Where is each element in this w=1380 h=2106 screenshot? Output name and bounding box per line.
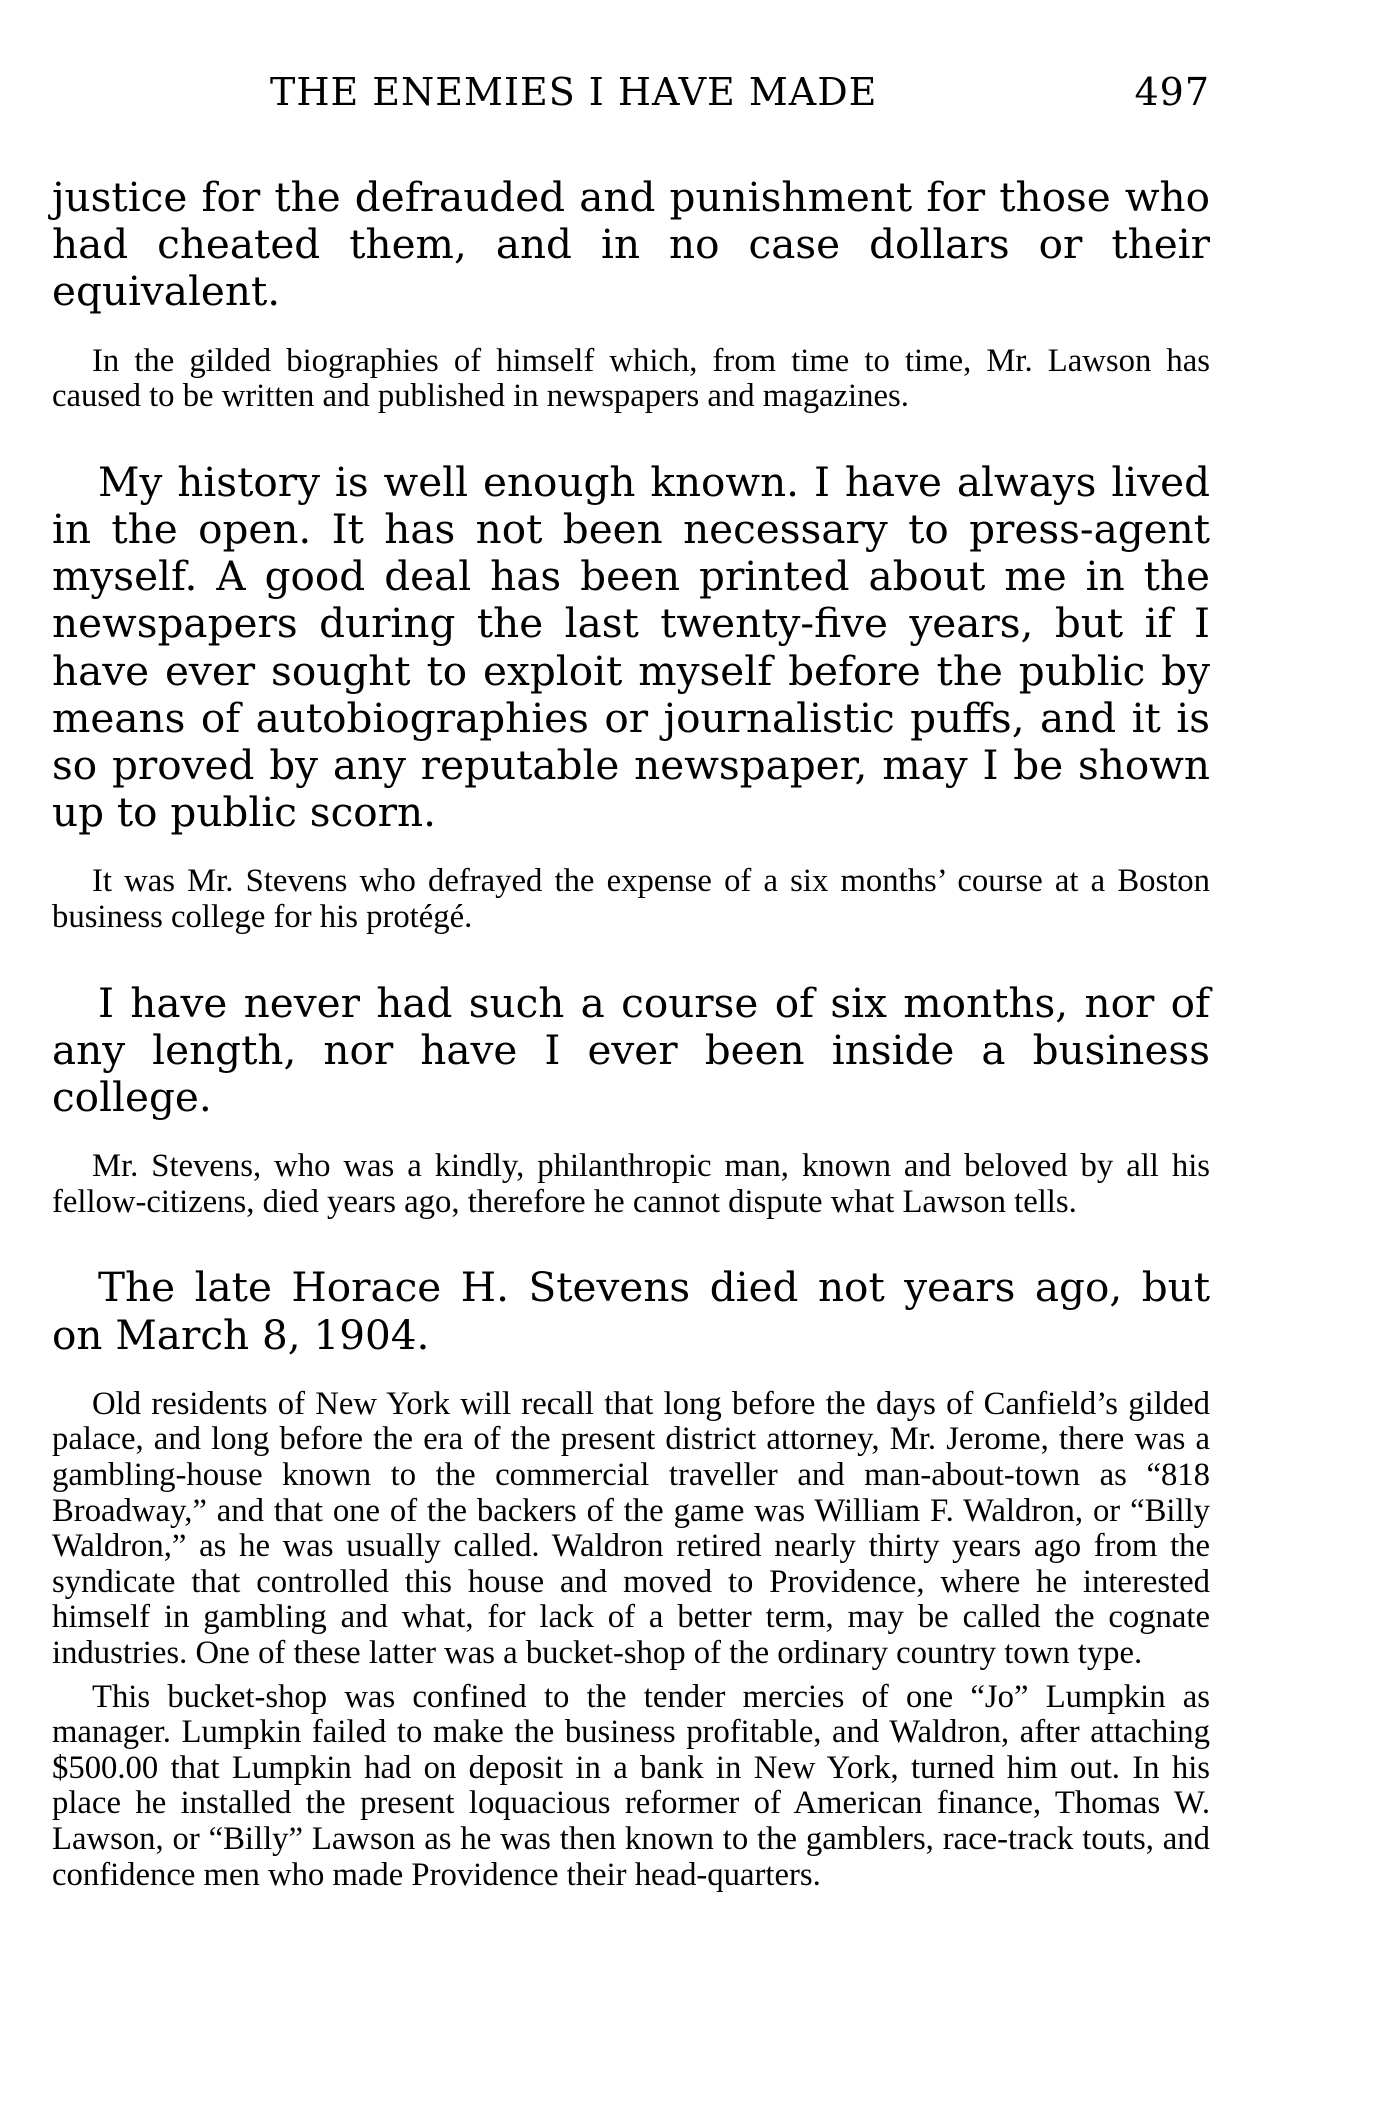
author-reply-stevens-death: The late Horace H. Stevens died not years ago, but on March 8, 1904. — [52, 1263, 1210, 1359]
quoted-passage-bucket-shop: This bucket-shop was confined to the tender mercies of one “Jo” Lumpkin as manager. Lumpkin failed to make the business profitable, and Waldron, after attaching $500.00 that Lumpkin had on deposit in a bank in New York, turned him out. In his place he installed the present loquacious reformer of American finance, Thomas W. Lawson, or “Billy” Lawson as he was then known to the gamblers, race-track touts, and confidence men who made Providence their head-quarters. — [52, 1678, 1210, 1893]
page-body — [52, 174, 1210, 1893]
page-number: 497 — [1134, 70, 1210, 114]
quoted-passage-gilded-biographies: In the gilded biographies of himself which, from time to time, Mr. Lawson has caused to be written and published in newspapers and magazines. — [52, 342, 1210, 415]
running-header — [52, 70, 1210, 130]
quoted-passage-mr-stevens: Mr. Stevens, who was a kindly, philanthropic man, known and beloved by all his fellow-citizens, died years ago, therefore he cannot dispute what Lawson tells. — [52, 1148, 1210, 1220]
quoted-passage-gambling-house: Old residents of New York will recall that long before the days of Canfield’s gilded palace, and long before the era of the present district attorney, Mr. Jerome, there was a gambling-house known to the commercial traveller and man-about-town as “818 Broadway,” and that one of the backers of the game was William F. Waldron, or “Billy Waldron,” as he was usually called. Waldron retired nearly thirty years ago from the syndicate that controlled this house and moved to Providence, where he interested himself in gambling and what, for lack of a better term, may be called the cognate industries. One of these latter was a bucket-shop of the ordinary country town type. — [52, 1385, 1210, 1671]
author-paragraph-continued: justice for the defrauded and punishment for those who had cheated them, and in no case dollars or their equivalent. — [52, 173, 1210, 316]
author-reply-history: My history is well enough known. I have always lived in the open. It has not been necessary to press-agent myself. A good deal has been printed about me in the newspapers during the last twenty-five years, but if I have ever sought to exploit myself before the public by means of autobiographies or journalistic puffs, and it is so proved by any reputable newspaper, may I be shown up to public scorn. — [52, 457, 1210, 837]
running-title: THE ENEMIES I HAVE MADE — [270, 70, 878, 114]
author-reply-business-college: I have never had such a course of six months, nor of any length, nor have I ever been inside a business college. — [52, 978, 1210, 1122]
quoted-passage-business-college: It was Mr. Stevens who defrayed the expense of a six months’ course at a Boston business college for his protégé. — [52, 863, 1210, 936]
